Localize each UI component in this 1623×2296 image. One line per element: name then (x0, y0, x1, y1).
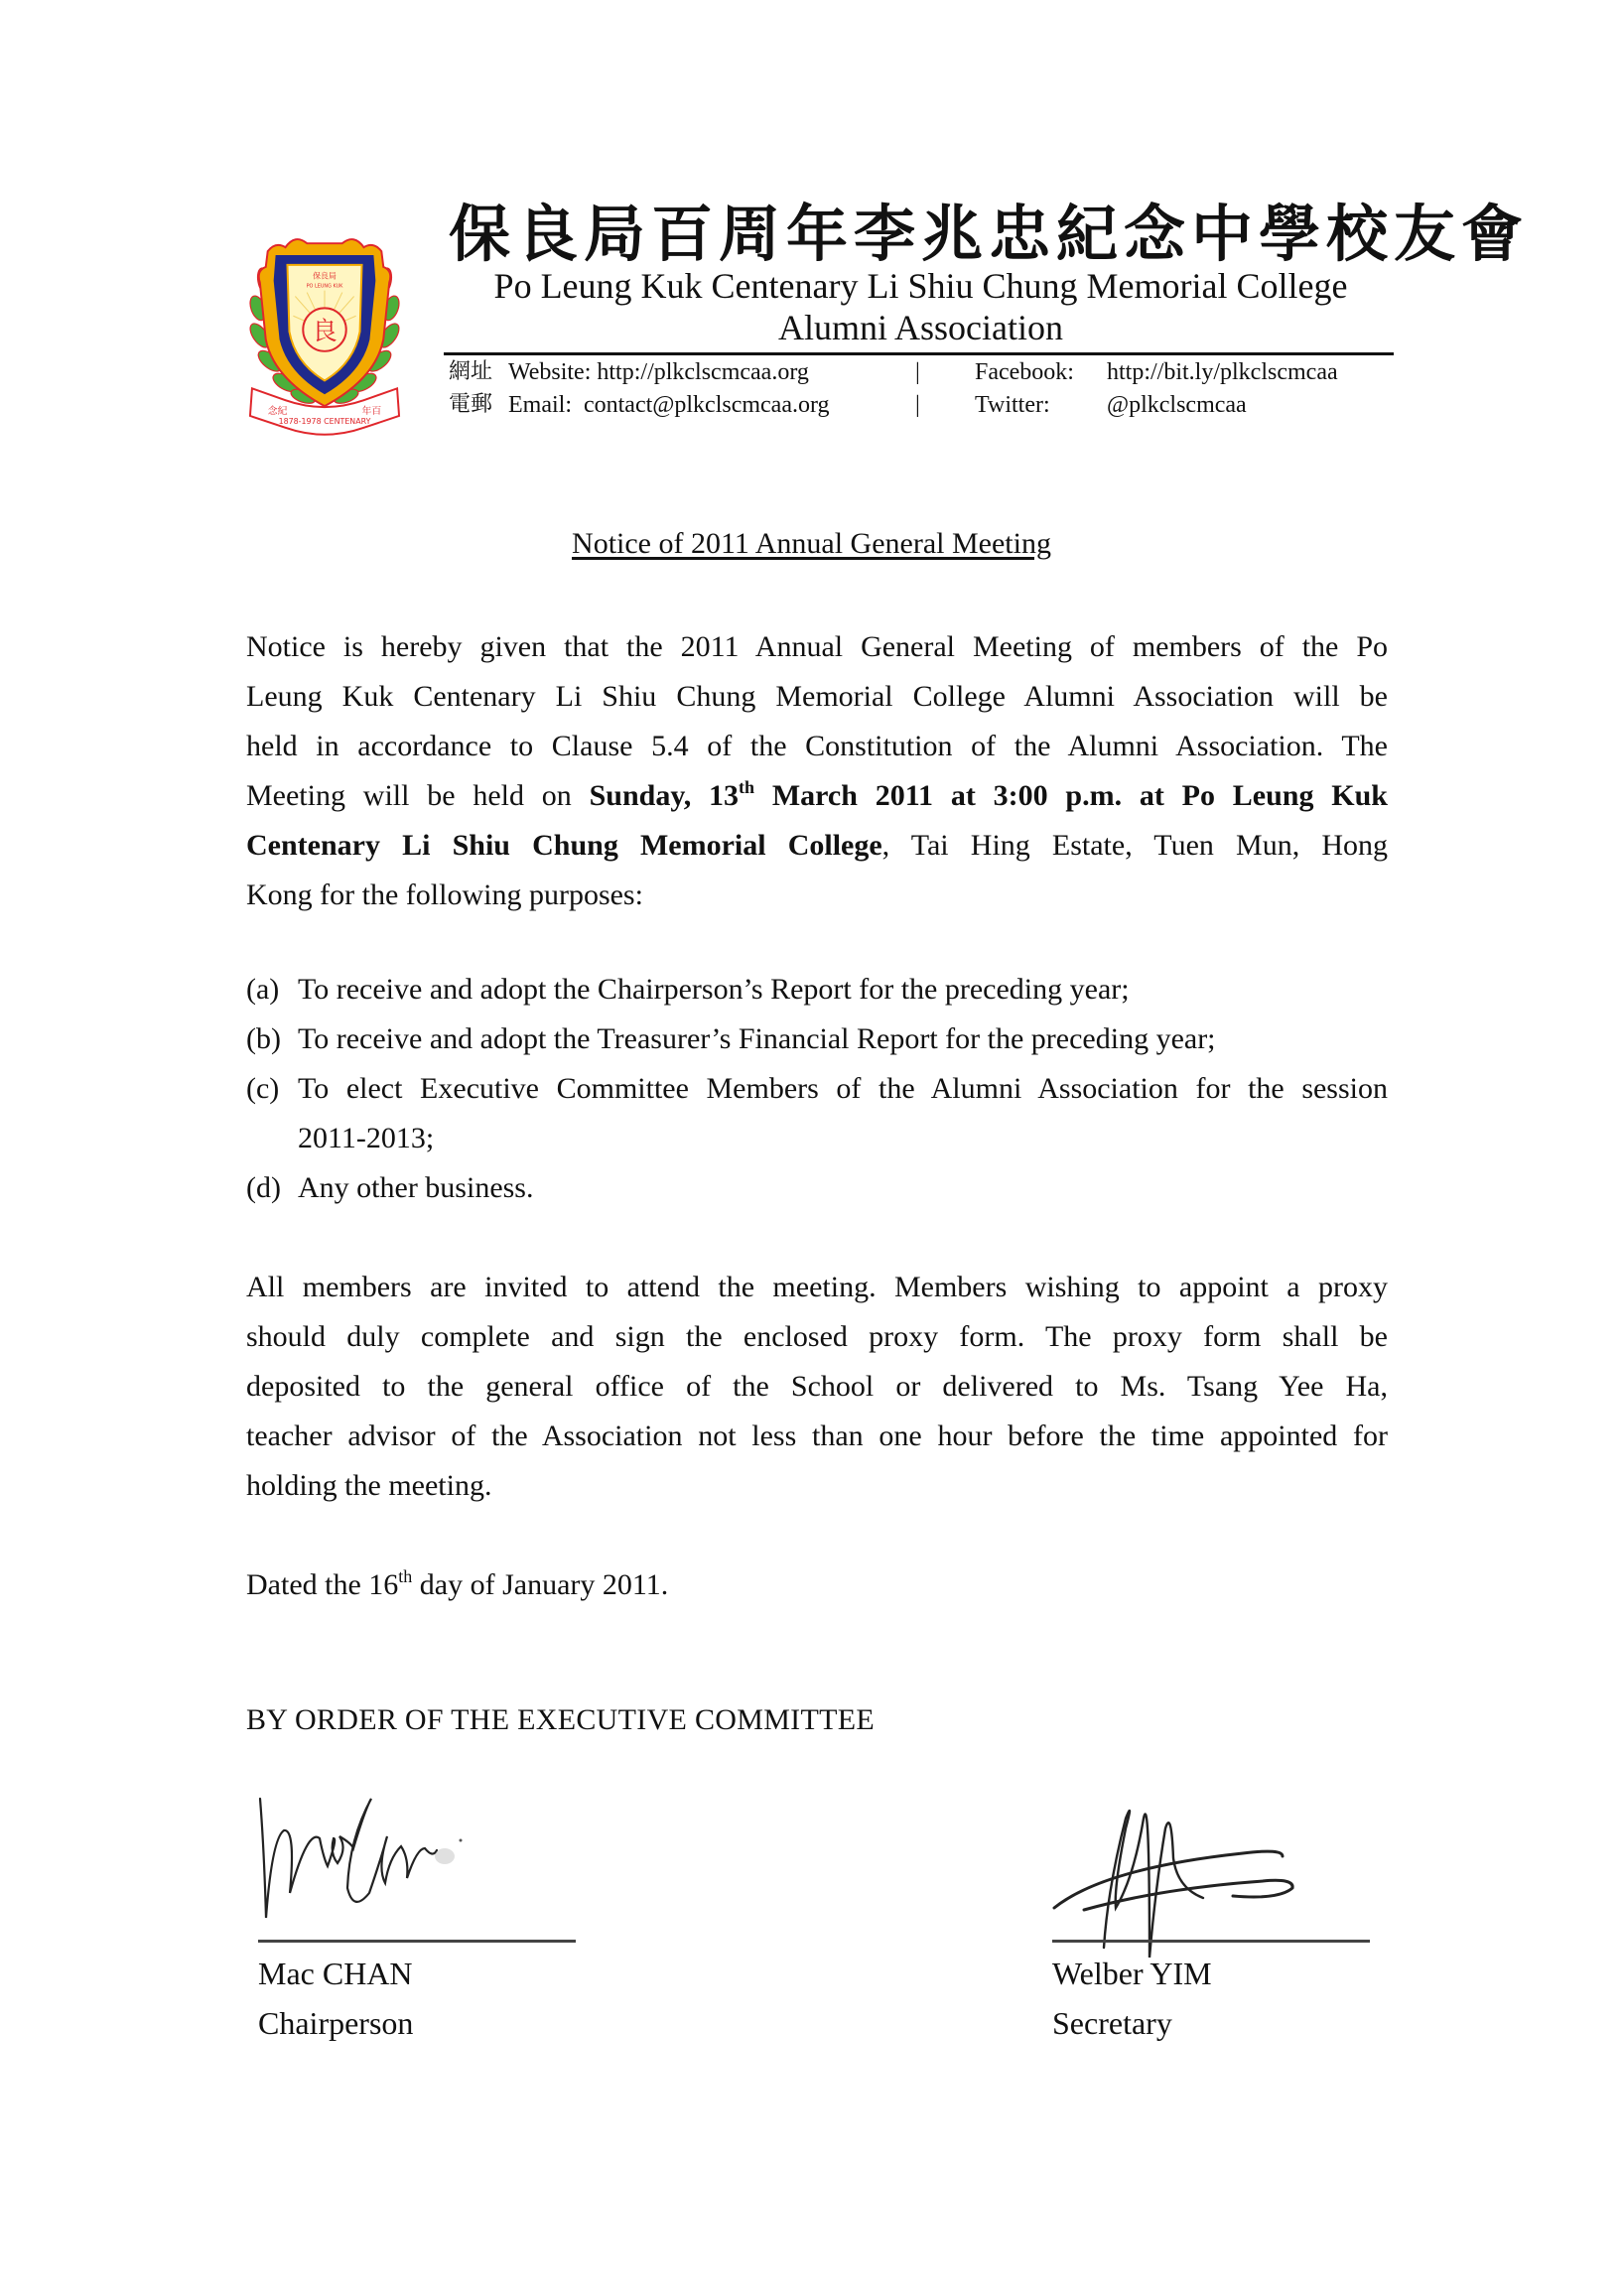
meeting-time-place: March 2011 at 3:00 p.m. at Po Leung Kuk (754, 779, 1388, 812)
venue-name: Centenary Li Shiu Chung Memorial College (246, 829, 882, 862)
list-item-text: To elect Executive Committee Members of the Alumni Association for the session (298, 1072, 1388, 1105)
svg-text:良: 良 (312, 316, 338, 346)
venue-address: , Tai Hing Estate, Tuen Mun, Hong (881, 829, 1388, 862)
list-item (246, 965, 1388, 1014)
english-org-title-line2: Alumni Association (778, 308, 1063, 347)
svg-text:PO LEUNG KUK: PO LEUNG KUK (306, 283, 343, 290)
signatory-role: Chairperson (258, 2005, 414, 2041)
ordinal-suffix: th (398, 1566, 413, 1586)
attendance-line: holding the meeting. (246, 1469, 492, 1502)
notice-title-text: Notice of 2011 Annual General Meeting (572, 527, 1051, 560)
svg-text:保良局: 保良局 (313, 271, 337, 281)
by-order-statement: BY ORDER OF THE EXECUTIVE COMMITTEE (246, 1703, 875, 1736)
header-divider (444, 352, 1394, 355)
signature-block-chairperson (250, 1689, 578, 2087)
list-item (246, 1014, 1388, 1064)
contact-row-email (449, 390, 1402, 420)
meeting-date (590, 779, 1388, 812)
intro-line: Notice is hereby given that the 2011 Annual General Meeting of members of the Po (246, 630, 1388, 663)
svg-text:念紀: 念紀 (267, 406, 288, 417)
ordinal-suffix: th (739, 777, 755, 797)
notice-title (0, 524, 1623, 564)
english-org-title-line1: Po Leung Kuk Centenary Li Shiu Chung Memorial College (493, 266, 1348, 306)
signatory-name: Welber YIM (1052, 1956, 1212, 1991)
attendance-line: deposited to the general office of the School or delivered to Ms. Tsang Yee Ha, (246, 1370, 1388, 1403)
list-item (246, 1064, 1388, 1163)
list-item (246, 1163, 1388, 1213)
svg-text:年百: 年百 (361, 406, 382, 417)
signature-block-secretary (1044, 1689, 1372, 2087)
attendance-line: teacher advisor of the Association not less than one hour before the time appointed for (246, 1419, 1388, 1452)
list-item-tag: (b) (246, 1022, 281, 1055)
email-link[interactable] (508, 390, 830, 420)
signatory-role: Secretary (1052, 2005, 1172, 2041)
list-item-continuation: 2011-2013; (298, 1122, 435, 1154)
contact-separator: | (915, 359, 920, 385)
signature-line (1052, 1940, 1370, 1943)
website-label: Website: (508, 359, 592, 385)
twitter-handle[interactable]: @plkclscmcaa (1107, 392, 1247, 418)
date-suffix: day of January 2011. (412, 1568, 669, 1601)
meeting-venue-line (246, 821, 1388, 871)
intro-line: held in accordance to Clause 5.4 of the Constitution of the Alumni Association. The (246, 730, 1388, 762)
signature-mac-chan-icon (250, 1689, 578, 1938)
intro-line: Leung Kuk Centenary Li Shiu Chung Memorial College Alumni Association will be (246, 680, 1388, 713)
website-cn-label: 網址 (449, 359, 493, 384)
attendance-paragraph (246, 1263, 1388, 1511)
website-link[interactable] (508, 357, 809, 387)
email-label: Email: (508, 392, 572, 418)
signatory-name: Mac CHAN (258, 1956, 413, 1991)
attendance-line: All members are invited to attend the meeting. Members wishing to appoint a proxy (246, 1271, 1388, 1303)
list-item-text: To receive and adopt the Chairperson’s Report for the preceding year; (298, 973, 1130, 1006)
website-url[interactable]: http://plkclscmcaa.org (597, 359, 809, 385)
meeting-prefix: Meeting will be held on (246, 779, 590, 812)
facebook-label: Facebook: (975, 359, 1074, 385)
list-item-tag: (a) (246, 973, 280, 1006)
signature-line (258, 1940, 576, 1943)
date-prefix: Dated the 16 (246, 1568, 399, 1601)
school-crest-icon (246, 220, 403, 451)
date-line (246, 1560, 668, 1610)
list-item-tag: (d) (246, 1171, 281, 1204)
attendance-line: should duly complete and sign the enclosed proxy form. The proxy form shall be (246, 1320, 1388, 1353)
twitter-label: Twitter: (975, 392, 1050, 418)
intro-line: Kong for the following purposes: (246, 878, 643, 911)
meeting-datetime-line (246, 771, 1388, 821)
email-cn-label: 電郵 (449, 392, 493, 417)
facebook-url[interactable]: http://bit.ly/plkclscmcaa (1107, 359, 1338, 385)
signature-welber-yim-icon (1044, 1689, 1372, 1987)
purposes-list (246, 965, 1388, 1213)
list-item-text: To receive and adopt the Treasurer’s Financial Report for the preceding year; (298, 1022, 1216, 1055)
email-address[interactable]: contact@plkclscmcaa.org (583, 392, 830, 418)
meeting-day: Sunday, 13 (589, 779, 739, 812)
svg-text:1878-1978 CENTENARY: 1878-1978 CENTENARY (278, 416, 371, 426)
contact-row-website (449, 357, 1402, 387)
intro-paragraph (246, 622, 1388, 920)
contact-separator: | (915, 392, 920, 418)
list-item-tag: (c) (246, 1072, 280, 1105)
chinese-org-title: 保良局百周年李兆忠紀念中學校友會 (449, 198, 1530, 270)
list-item-text: Any other business. (298, 1171, 534, 1204)
